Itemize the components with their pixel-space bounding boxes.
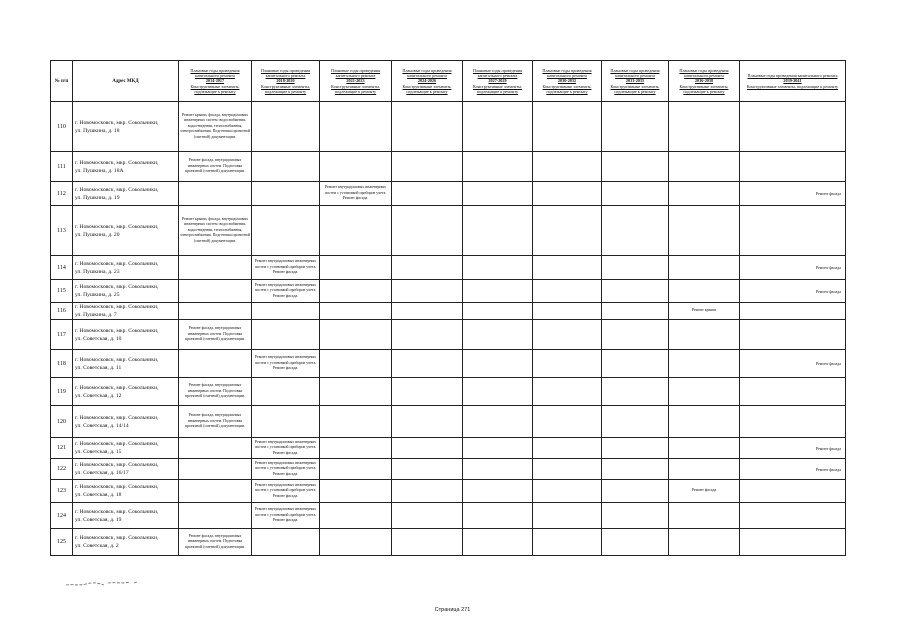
table-row [51,350,846,378]
work-cell-2014-2017 [179,280,252,303]
period-years: 2027-2029 [488,78,507,83]
work-cell-2018-2020 [252,102,320,152]
work-cell-2024-2026 [392,503,463,529]
work-cell-2033-2035 [602,102,669,152]
address-line-city: г. Новомосковск, мкр. Сокольники, [75,508,159,515]
table-row [51,459,846,480]
work-cell-2039-2041: Ремонт фасада [740,459,846,480]
work-cell-2030-2032 [533,480,602,503]
period-caption: Плановые годы проведения капитального ремонта [472,68,523,78]
period-years: 2036-2038 [694,78,714,83]
period-caption: Плановые годы проведения капитального ремонта [610,68,660,78]
address-cell [73,303,179,320]
period-header-2027-2029 [463,61,533,102]
work-cell-2027-2029 [463,320,533,350]
work-cell-2030-2032 [533,459,602,480]
work-cell-2018-2020: Ремонт внутридомовых инженерных систем с установкой приборов учета. Ремонт фасада. [252,480,320,503]
address-line-street: ул. Советская, д. 2 [75,543,119,549]
work-cell-2018-2020 [252,320,320,350]
work-cell-2036-2038 [669,438,740,459]
work-cell-2036-2038 [669,152,740,182]
work-cell-2021-2023 [320,303,392,320]
work-cell-2027-2029 [463,459,533,480]
work-cell-2018-2020: Ремонт внутридомовых инженерных систем с установкой приборов учета. Ремонт фасада. [252,350,320,378]
work-cell-2036-2038 [669,206,740,256]
work-cell-2039-2041 [740,406,846,438]
work-cell-2036-2038 [669,459,740,480]
work-cell-2039-2041 [740,480,846,503]
work-cell-2027-2029 [463,182,533,206]
work-cell-2030-2032 [533,303,602,320]
period-header-2030-2032 [533,61,602,102]
work-cell-2024-2026 [392,303,463,320]
table-row [51,406,846,438]
period-years: 2018-2020 [276,78,295,83]
address-cell [73,102,179,152]
address-cell [73,438,179,459]
work-cell-2018-2020 [252,529,320,556]
address-cell [73,529,179,556]
period-header-2039-2041 [740,61,846,102]
table-header [51,61,846,102]
row-number: 114 [51,256,73,280]
work-cell-2039-2041 [740,503,846,529]
work-cell-2036-2038 [669,378,740,406]
work-cell-2024-2026 [392,206,463,256]
work-cell-2014-2017: Ремонт крыши, фасада, внутридомовых инженерных систем: водоснабжения, водоотведения, теплоснабжения, электроснабжения. Подготовка проектной (сметной) документации. [179,206,252,256]
period-caption: Плановые годы проведения капитального ремонта [260,68,311,78]
address-cell [73,256,179,280]
work-cell-2024-2026 [392,406,463,438]
period-header-2033-2035 [602,61,669,102]
address-line-city: г. Новомосковск, мкр. Сокольники, [75,119,159,126]
row-number: 110 [51,102,73,152]
period-caption: Плановые годы проведения капитального ремонта [747,73,838,78]
table-row [51,256,846,280]
address-line-city: г. Новомосковск, мкр. Сокольники, [75,535,159,541]
table-row [51,378,846,406]
period-header-2014-2017 [179,61,252,102]
work-cell-2039-2041 [740,303,846,320]
period-years: 2024-2026 [417,78,437,83]
work-cell-2018-2020: Ремонт внутридомовых инженерных систем с установкой приборов учета. Ремонт фасада. [252,256,320,280]
work-cell-2018-2020 [252,182,320,206]
address-line-city: г. Новомосковск, мкр. Сокольники, [75,304,159,310]
period-elements-caption: Конструктивные элементы, подлежащие к ремонту [402,84,452,94]
work-cell-2014-2017: Ремонт фасада, внутридомовых инженерных систем. Подготовка проектной (сметной) документации. [179,529,252,556]
period-header-2036-2038 [669,61,740,102]
work-cell-2014-2017 [179,459,252,480]
address-cell [73,503,179,529]
work-cell-2014-2017 [179,480,252,503]
work-cell-2018-2020 [252,152,320,182]
period-years: 2033-2035 [625,78,645,83]
address-line-city: г. Новомосковск, мкр. Сокольники, [75,284,159,290]
work-cell-2014-2017: Ремонт крыши, фасада, внутридомовых инженерных систем: водоснабжения, водоотведения, теплоснабжения, электроснабжения. Подготовка проектной (сметной) документации. [179,102,252,152]
address-line-city: г. Новомосковск, мкр. Сокольники, [75,414,159,421]
work-cell-2018-2020: Ремонт внутридомовых инженерных систем с установкой приборов учета. Ремонт фасада. [252,280,320,303]
handwritten-mark [64,576,144,590]
period-elements-caption: Конструктивные элементы, подлежащие к ремонту [190,84,240,94]
address-cell [73,406,179,438]
work-cell-2030-2032 [533,350,602,378]
header-row [51,61,846,102]
address-cell [73,152,179,182]
period-elements-caption: Конструктивные элементы, подлежащие к ремонту [261,84,310,94]
row-number: 117 [51,320,73,350]
work-cell-2027-2029 [463,438,533,459]
work-cell-2033-2035 [602,350,669,378]
period-caption: Плановые годы проведения капитального ремонта [679,68,729,78]
address-line-city: г. Новомосковск, мкр. Сокольники, [75,260,159,267]
row-number: 122 [51,459,73,480]
work-cell-2033-2035 [602,280,669,303]
work-cell-2014-2017: Ремонт фасада, внутридомовых инженерных систем. Подготовка проектной (сметной) документации. [179,378,252,406]
address-line-street: ул. Советская, д. 16/17 [75,470,129,476]
table-row [51,280,846,303]
period-years: 2014-2017 [205,78,225,83]
row-number: 112 [51,182,73,206]
period-years: 2039-2041 [783,78,802,83]
row-number: 123 [51,480,73,503]
address-line-street: ул. Пушкина, д. 20 [75,231,120,238]
address-cell [73,280,179,303]
period-years: 2030-2032 [557,78,577,83]
address-cell [73,459,179,480]
work-cell-2030-2032 [533,256,602,280]
work-cell-2033-2035 [602,303,669,320]
work-cell-2030-2032 [533,529,602,556]
work-cell-2024-2026 [392,350,463,378]
work-cell-2027-2029 [463,152,533,182]
work-cell-2018-2020: Ремонт внутридомовых инженерных систем с установкой приборов учета. Ремонт фасада. [252,503,320,529]
work-cell-2039-2041 [740,529,846,556]
address-line-street: ул. Советская, д. 19 [75,516,122,523]
work-cell-2014-2017 [179,182,252,206]
address-cell [73,480,179,503]
work-cell-2036-2038 [669,102,740,152]
period-elements-caption: Конструктивные элементы, подлежащие к ремонту [679,84,729,94]
row-number: 118 [51,350,73,378]
work-cell-2024-2026 [392,320,463,350]
page-number: Страница 271 [434,607,471,613]
work-cell-2014-2017 [179,350,252,378]
work-cell-2014-2017 [179,438,252,459]
work-cell-2024-2026 [392,438,463,459]
table-row [51,206,846,256]
work-cell-2033-2035 [602,438,669,459]
table-row [51,320,846,350]
address-line-street: ул. Пушкина, д. 19 [75,194,120,201]
address-line-street: ул. Советская, д. 18 [75,492,122,498]
address-line-city: г. Новомосковск, мкр. Сокольники, [75,484,159,490]
period-header-2024-2026 [392,61,463,102]
period-years: 2021-2023 [346,78,365,83]
work-cell-2027-2029 [463,378,533,406]
period-elements-caption: Конструктивные элементы, подлежащие к ремонту [331,84,380,94]
address-line-city: г. Новомосковск, мкр. Сокольники, [75,441,159,447]
period-caption: Плановые годы проведения капитального ремонта [402,68,452,78]
row-number: 125 [51,529,73,556]
work-cell-2024-2026 [392,459,463,480]
address-line-street: ул. Советская, д. 14/14 [75,422,129,429]
work-cell-2027-2029 [463,350,533,378]
address-line-street: ул. Советская, д. 10 [75,335,122,342]
work-cell-2030-2032 [533,152,602,182]
work-cell-2039-2041: Ремонт фасада [740,182,846,206]
work-cell-2021-2023 [320,406,392,438]
table-body [51,102,846,556]
work-cell-2014-2017 [179,303,252,320]
address-line-street: ул. Советская, д. 15 [75,449,122,455]
capital-repair-table [50,60,846,556]
work-cell-2033-2035 [602,503,669,529]
period-header-2018-2020 [252,61,320,102]
work-cell-2030-2032 [533,378,602,406]
row-number: 111 [51,152,73,182]
work-cell-2030-2032 [533,320,602,350]
table-row [51,529,846,556]
num-column-header: № п/п [51,61,73,102]
row-number: 120 [51,406,73,438]
address-line-city: г. Новомосковск, мкр. Сокольники, [75,159,159,166]
work-cell-2027-2029 [463,529,533,556]
work-cell-2033-2035 [602,529,669,556]
work-cell-2027-2029 [463,480,533,503]
work-cell-2018-2020 [252,406,320,438]
work-cell-2024-2026 [392,480,463,503]
work-cell-2030-2032 [533,102,602,152]
work-cell-2021-2023 [320,102,392,152]
address-cell [73,378,179,406]
work-cell-2036-2038 [669,529,740,556]
work-cell-2018-2020: Ремонт внутридомовых инженерных систем с установкой приборов учета. Ремонт фасада. [252,459,320,480]
work-cell-2039-2041 [740,102,846,152]
work-cell-2027-2029 [463,303,533,320]
table-row [51,503,846,529]
work-cell-2018-2020 [252,303,320,320]
work-cell-2018-2020: Ремонт внутридомовых инженерных систем с установкой приборов учета. Ремонт фасада. [252,438,320,459]
work-cell-2030-2032 [533,406,602,438]
work-cell-2021-2023 [320,256,392,280]
period-elements-caption: Конструктивные элементы, подлежащие к ремонту [610,84,660,94]
address-line-street: ул. Пушкина, д. 23 [75,268,120,275]
work-cell-2030-2032 [533,206,602,256]
table-row [51,438,846,459]
row-number: 124 [51,503,73,529]
address-line-city: г. Новомосковск, мкр. Сокольники, [75,327,159,334]
row-number: 119 [51,378,73,406]
address-line-street: ул. Пушкина, д. 18А [75,167,124,174]
work-cell-2039-2041: Ремонт фасада [740,280,846,303]
row-number: 113 [51,206,73,256]
row-number: 121 [51,438,73,459]
period-header-2021-2023 [320,61,392,102]
address-line-street: ул. Пушкина, д. 18 [75,127,120,134]
work-cell-2021-2023 [320,350,392,378]
table-row [51,480,846,503]
work-cell-2039-2041: Ремонт фасада [740,256,846,280]
work-cell-2021-2023 [320,480,392,503]
work-cell-2033-2035 [602,406,669,438]
work-cell-2030-2032 [533,438,602,459]
work-cell-2033-2035 [602,152,669,182]
address-line-city: г. Новомосковск, мкр. Сокольники, [75,462,159,468]
work-cell-2036-2038: Ремонт крыши [669,303,740,320]
work-cell-2018-2020 [252,206,320,256]
address-cell [73,182,179,206]
work-cell-2030-2032 [533,280,602,303]
table-row [51,182,846,206]
address-line-street: ул. Пушкина, д. 7 [75,312,117,318]
address-line-city: г. Новомосковск, мкр. Сокольники, [75,356,159,363]
work-cell-2014-2017: Ремонт фасада, внутридомовых инженерных систем. Подготовка проектной (сметной) документации. [179,406,252,438]
table-row [51,303,846,320]
work-cell-2036-2038: Ремонт фасада [669,480,740,503]
work-cell-2021-2023 [320,320,392,350]
address-cell [73,206,179,256]
work-cell-2033-2035 [602,256,669,280]
period-caption: Плановые годы проведения капитального ремонта [190,68,240,78]
work-cell-2036-2038 [669,280,740,303]
period-caption: Плановые годы проведения капитального ремонта [330,68,381,78]
table-row [51,152,846,182]
work-cell-2021-2023 [320,438,392,459]
work-cell-2021-2023 [320,378,392,406]
work-cell-2021-2023 [320,206,392,256]
table-row [51,102,846,152]
work-cell-2014-2017 [179,256,252,280]
work-cell-2039-2041 [740,206,846,256]
work-cell-2014-2017: Ремонт фасада, внутридомовых инженерных систем. Подготовка проектной (сметной) документации. [179,152,252,182]
work-cell-2024-2026 [392,280,463,303]
address-line-city: г. Новомосковск, мкр. Сокольники, [75,223,159,230]
work-cell-2033-2035 [602,182,669,206]
work-cell-2039-2041 [740,378,846,406]
work-cell-2024-2026 [392,182,463,206]
work-cell-2027-2029 [463,206,533,256]
address-line-street: ул. Пушкина, д. 25 [75,292,120,298]
work-cell-2033-2035 [602,480,669,503]
work-cell-2027-2029 [463,102,533,152]
work-cell-2027-2029 [463,256,533,280]
work-cell-2021-2023 [320,503,392,529]
work-cell-2033-2035 [602,378,669,406]
row-number: 116 [51,303,73,320]
address-line-street: ул. Советская, д. 11 [75,364,122,371]
page-footer [0,607,905,613]
work-cell-2024-2026 [392,529,463,556]
work-cell-2014-2017: Ремонт фасада, внутридомовых инженерных систем. Подготовка проектной (сметной) документации. [179,320,252,350]
work-cell-2039-2041 [740,152,846,182]
period-elements-caption: Конструктивные элементы, подлежащие к ремонту [473,84,522,94]
work-cell-2027-2029 [463,406,533,438]
work-cell-2030-2032 [533,503,602,529]
work-cell-2024-2026 [392,256,463,280]
work-cell-2036-2038 [669,406,740,438]
work-cell-2036-2038 [669,503,740,529]
work-cell-2014-2017 [179,503,252,529]
work-cell-2018-2020 [252,378,320,406]
work-cell-2030-2032 [533,182,602,206]
work-cell-2039-2041: Ремонт фасада [740,438,846,459]
period-elements-caption: Конструктивные элементы, подлежащие к ремонту [542,84,592,94]
row-number: 115 [51,280,73,303]
work-cell-2027-2029 [463,503,533,529]
work-cell-2024-2026 [392,152,463,182]
address-column-header: Адрес МКД [73,61,179,102]
address-cell [73,350,179,378]
work-cell-2036-2038 [669,350,740,378]
work-cell-2021-2023 [320,459,392,480]
address-line-city: г. Новомосковск, мкр. Сокольники, [75,186,159,193]
work-cell-2027-2029 [463,280,533,303]
work-cell-2036-2038 [669,182,740,206]
work-cell-2021-2023 [320,529,392,556]
address-cell [73,320,179,350]
work-cell-2039-2041: Ремонт фасада [740,350,846,378]
work-cell-2021-2023 [320,152,392,182]
work-cell-2033-2035 [602,320,669,350]
work-cell-2021-2023 [320,280,392,303]
work-cell-2024-2026 [392,378,463,406]
work-cell-2021-2023: Ремонт внутридомовых инженерных систем с установкой приборов учета. Ремонт фасада. [320,182,392,206]
work-cell-2039-2041 [740,320,846,350]
work-cell-2024-2026 [392,102,463,152]
work-cell-2036-2038 [669,256,740,280]
work-cell-2033-2035 [602,206,669,256]
address-line-street: ул. Советская, д. 12 [75,392,122,399]
address-line-city: г. Новомосковск, мкр. Сокольники, [75,384,159,391]
period-elements-caption: Конструктивные элементы, подлежащие к ремонту [746,84,839,89]
work-cell-2033-2035 [602,459,669,480]
period-caption: Плановые годы проведения капитального ремонта [542,68,592,78]
work-cell-2036-2038 [669,320,740,350]
